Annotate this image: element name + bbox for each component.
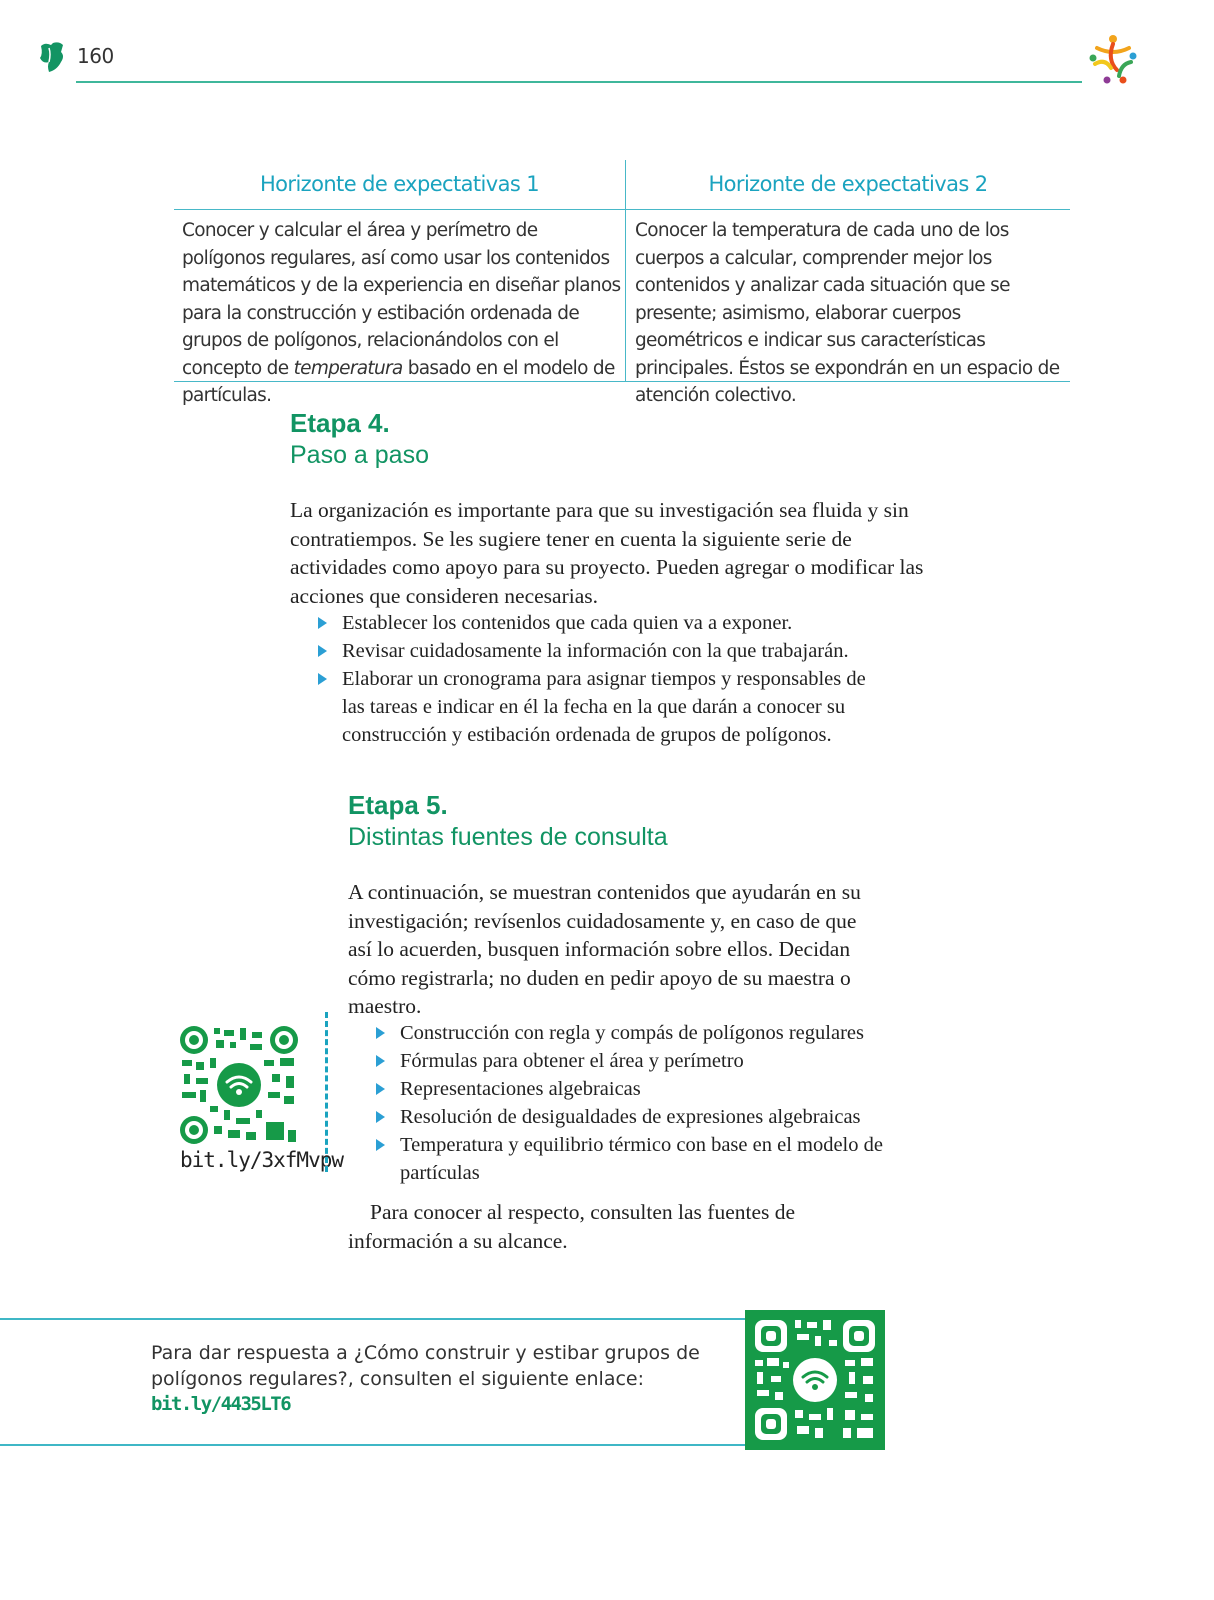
table-header-1: Horizonte de expectativas 1 [259,172,540,196]
bullet-triangle-icon [376,1111,385,1123]
list-item [376,1047,896,1075]
table-header-rule [174,209,1070,210]
list-item-text: Resolución de desigualdades de expresiones algebraicas [400,1106,861,1128]
bullet-triangle-icon [318,673,327,685]
stage-5-label: Etapa 5. [348,790,448,820]
qr-code[interactable] [180,1026,298,1144]
stage-5-closing: Para conocer al respecto, consulten las fuentes de información a su alcance. [348,1200,796,1253]
stage-5-paragraph: A continuación, se muestran contenidos que ayudarán en su investigación; revísenlos cuidadosamente y, en caso de que así lo acuerden, busquen información sobre ellos. Decidan cómo registrarla; no duden en pedir apoyo de su maestra o maestro. [348,880,861,1018]
dashed-divider [325,1012,328,1172]
header-divider [76,81,1082,83]
expectations-table [174,160,1070,406]
bullet-triangle-icon [376,1139,385,1151]
table-cell-1 [182,217,622,410]
bullet-triangle-icon [376,1027,385,1039]
list-item [376,1075,896,1103]
list-item-text: Fórmulas para obtener el área y perímetro [400,1050,744,1072]
list-item [376,1103,896,1131]
table-header-2: Horizonte de expectativas 2 [708,172,988,196]
footer-bottom-rule [0,1444,745,1446]
list-item-text: Revisar cuidadosamente la información con la que trabajarán. [342,640,849,662]
bullet-triangle-icon [376,1055,385,1067]
table-cell-2: Conocer la temperatura de cada uno de los cuerpos a calcular, comprender mejor los contenidos y analizar cada situación que se presente; asimismo, elaborar cuerpos geométricos e indicar sus características principales. Éstos se expondrán en un espacio de atención colectivo. [635,220,1060,406]
footer-top-rule [0,1318,745,1320]
list-item [318,637,888,665]
bullet-triangle-icon [376,1083,385,1095]
list-item-text: Elaborar un cronograma para asignar tiempos y responsables de las tareas e indicar en él la fecha en la que darán a conocer su construcción y estibación ordenada de grupos de polígonos. [342,668,866,746]
list-item [318,609,888,637]
page-number: 160 [77,44,114,68]
cell-1-italic-term: temperatura [293,357,403,379]
colorful-people-emblem-icon [1087,34,1139,86]
list-item-text: Temperatura y equilibrio térmico con base en el modelo de partículas [400,1134,883,1184]
cell-1-text-end: basado en el modelo de partículas. [182,357,615,406]
list-item [376,1131,896,1187]
green-book-logo-icon [37,40,67,74]
cell-1-text-start: Conocer y calcular el área y perímetro de polígonos regulares, así como usar los contenidos matemáticos y de la experiencia en diseñar planos para la construcción y estibación ordenada de grupos de polígonos, relacionándolos con el concepto de [182,220,621,379]
footer-link[interactable]: bit.ly/4435LT6 [151,1393,291,1415]
stage-5-title: Distintas fuentes de consulta [348,823,668,851]
footer-text: Para dar respuesta a ¿Cómo construir y estibar grupos de polígonos regulares?, consulten el siguiente enlace: [151,1342,700,1390]
list-item-text: Establecer los contenidos que cada quien va a exponer. [342,612,793,634]
list-item-text: Construcción con regla y compás de polígonos regulares [400,1022,864,1044]
bullet-triangle-icon [318,645,327,657]
stage-4-label: Etapa 4. [290,408,390,438]
qr-link-caption[interactable]: bit.ly/3xfMvpw [180,1148,344,1172]
list-item [376,1019,896,1047]
stage-5-list [376,1019,896,1187]
stage-4-title: Paso a paso [290,441,429,469]
footer-qr-code[interactable] [745,1310,885,1450]
stage-4-list [318,609,888,749]
bullet-triangle-icon [318,617,327,629]
list-item-text: Representaciones algebraicas [400,1078,641,1100]
list-item [318,665,888,749]
stage-4-paragraph: La organización es importante para que su investigación sea fluida y sin contratiempos. Se les sugiere tener en cuenta la siguiente serie de actividades como apoyo para su proyecto. Pueden agregar o modificar las acciones que consideren necesarias. [290,498,924,608]
